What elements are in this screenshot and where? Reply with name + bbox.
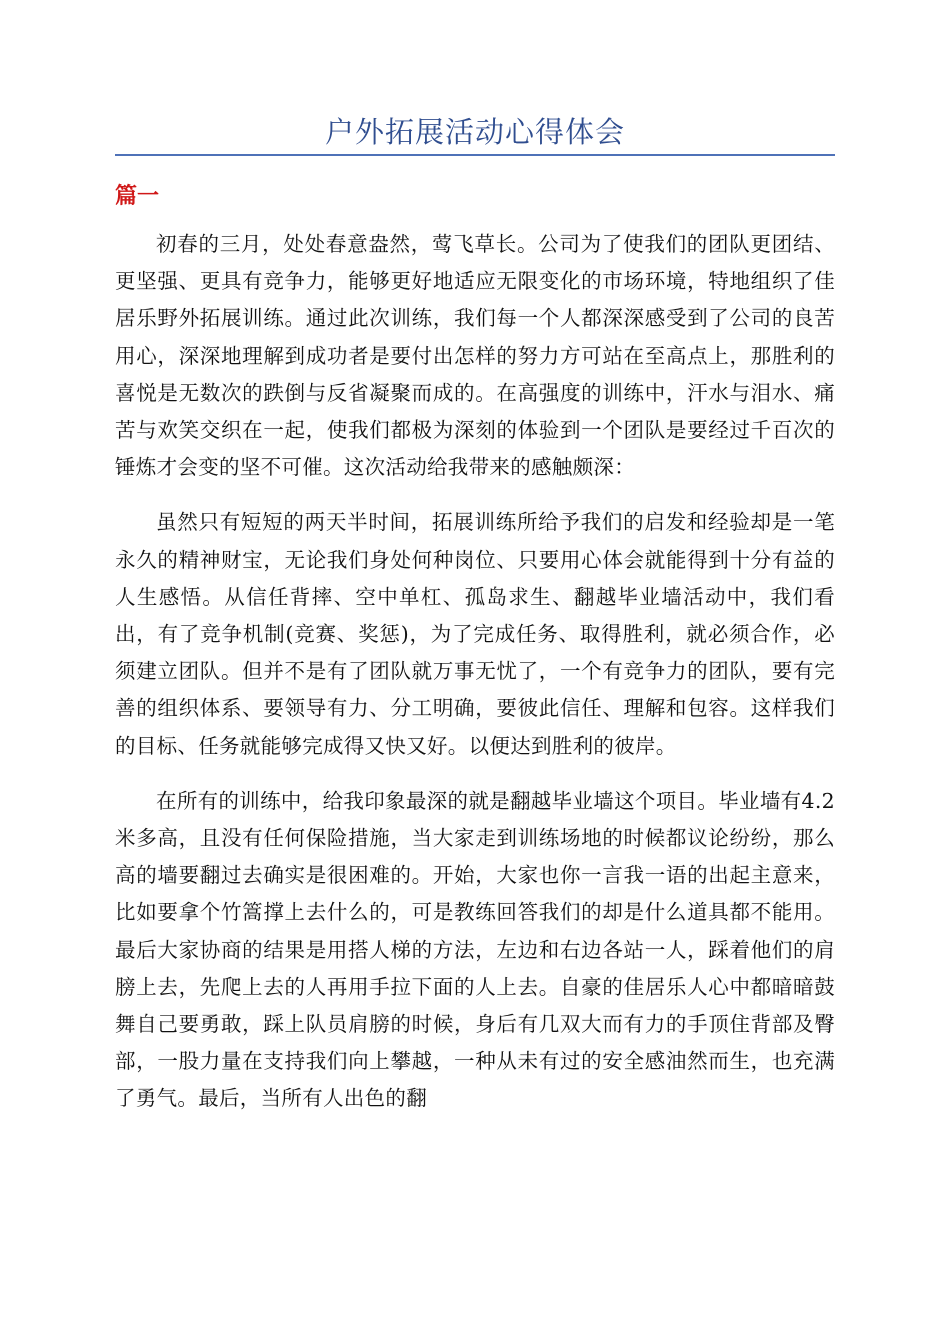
title-underline: [115, 154, 835, 156]
document-title: 户外拓展活动心得体会: [324, 115, 625, 149]
section-heading: 篇一: [115, 184, 160, 209]
body-text: [115, 226, 835, 1136]
paragraph-2: 虽然只有短短的两天半时间，拓展训练所给予我们的启发和经验却是一笔永久的精神财宝，无论我们身处何种岗位、只要用心体会就能得到十分有益的人生感悟。从信任背摔、空中单杠、孤岛求生、翻越毕业墙活动中，我们看出，有了竞争机制(竞赛、奖惩)，为了完成任务、取得胜利，就必须合作，必须建立团队。但并不是有了团队就万事无忧了，一个有竞争力的团队，要有完善的组织体系、要领导有力、分工明确，要彼此信任、理解和包容。这样我们的目标、任务就能够完成得又快又好。以便达到胜利的彼岸。: [115, 510, 835, 758]
paragraph-3: 在所有的训练中，给我印象最深的就是翻越毕业墙这个项目。毕业墙有4.2米多高，且没有任何保险措施，当大家走到训练场地的时候都议论纷纷，那么高的墙要翻过去确实是很困难的。开始，大家也你一言我一语的出起主意来，比如要拿个竹篙撑上去什么的，可是教练回答我们的却是什么道具都不能用。最后大家协商的结果是用搭人梯的方法，左边和右边各站一人，踩着他们的肩膀上去，先爬上去的人再用手拉下面的人上去。自豪的佳居乐人心中都暗暗鼓舞自己要勇敢，踩上队员肩膀的时候，身后有几双大而有力的手顶住背部及臀部，一股力量在支持我们向上攀越，一种从未有过的安全感油然而生，也充满了勇气。最后，当所有人出色的翻: [115, 788, 835, 1111]
paragraph-1: 初春的三月，处处春意盎然，莺飞草长。公司为了使我们的团队更团结、更坚强、更具有竞争力，能够更好地适应无限变化的市场环境，特地组织了佳居乐野外拓展训练。通过此次训练，我们每一个人都深深感受到了公司的良苦用心，深深地理解到成功者是要付出怎样的努力方可站在至高点上，那胜利的喜悦是无数次的跌倒与反省凝聚而成的。在高强度的训练中，汗水与泪水、痛苦与欢笑交织在一起，使我们都极为深刻的体验到一个团队是要经过千百次的锤炼才会变的坚不可催。这次活动给我带来的感触颇深：: [115, 232, 835, 480]
